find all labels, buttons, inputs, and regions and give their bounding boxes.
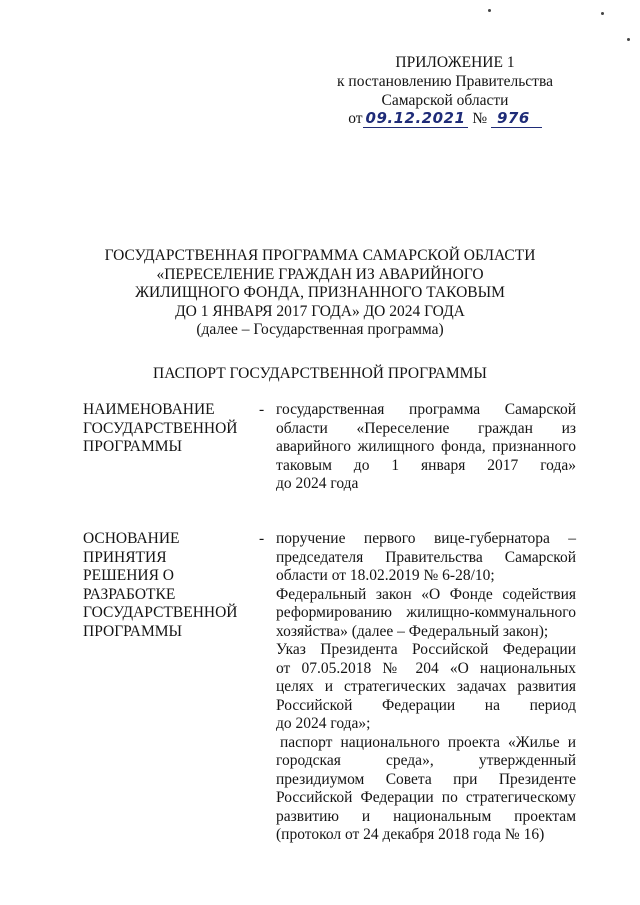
title-line: (далее – Государственная программа) xyxy=(196,321,444,338)
title-line: ГОСУДАРСТВЕННАЯ ПРОГРАММА САМАРСКОЙ ОБЛАСТИ xyxy=(104,247,536,264)
value-line: поручение первого вице-губернатора – xyxy=(276,530,576,547)
row-label xyxy=(83,530,253,641)
value-line: паспорт национального проекта «Жилье и xyxy=(280,733,576,751)
passport-heading: ПАСПОРТ ГОСУДАРСТВЕННОЙ ПРОГРАММЫ xyxy=(153,365,487,382)
value-line: председателя Правительства Самарской xyxy=(276,548,576,566)
handwritten-number: 976 xyxy=(491,109,542,128)
value-line: аварийного жилищного фонда, признанного xyxy=(276,438,576,455)
value-line: Указ Президента Российской Федерации xyxy=(276,641,576,658)
value-line: развитию и национальным проектам xyxy=(276,807,576,825)
value-line: реформированию жилищно-коммунального xyxy=(276,604,576,621)
row-dash: - xyxy=(259,530,265,547)
value-line: (протокол от 24 декабря 2018 года № 16) xyxy=(276,826,545,843)
row-value xyxy=(276,530,576,845)
appendix-resolution-line: к постановлению Правительства xyxy=(337,73,553,90)
row-dash: - xyxy=(259,401,265,418)
value-line: таковым до 1 января 2017 года» xyxy=(276,456,576,474)
title-line: «ПЕРЕСЕЛЕНИЕ ГРАЖДАН ИЗ АВАРИЙНОГО xyxy=(156,265,484,283)
label-line: РАЗРАБОТКЕ xyxy=(83,585,176,603)
handwritten-date: 09.12.2021 xyxy=(363,109,469,128)
label-line: ОСНОВАНИЕ xyxy=(83,530,180,547)
title-line: ДО 1 ЯНВАРЯ 2017 ГОДА» ДО 2024 ГОДА xyxy=(175,302,465,320)
value-line: Российской Федерации по стратегическому xyxy=(276,789,576,806)
label-line: ПРОГРАММЫ xyxy=(83,438,183,455)
scan-speck xyxy=(601,12,604,15)
label-line: ПРИНЯТИЯ xyxy=(83,548,167,566)
value-line: президиумом Совета при Президенте xyxy=(276,770,576,788)
value-line: от 07.05.2018 № 204 «О национальных xyxy=(276,659,576,677)
value-line: до 2024 года»; xyxy=(276,715,371,732)
date-prefix: от xyxy=(348,110,363,127)
row-value xyxy=(276,401,576,494)
row-label xyxy=(83,401,253,457)
value-line: области от 18.02.2019 № 6-28/10; xyxy=(276,567,495,584)
value-line: Федеральный закон «О Фонде содействия xyxy=(276,585,576,603)
label-line: ПРОГРАММЫ xyxy=(83,622,183,640)
number-prefix: № xyxy=(472,110,488,127)
value-line: области «Переселение граждан из xyxy=(276,419,576,437)
value-line: хозяйства» (далее – Федеральный закон); xyxy=(276,622,549,640)
appendix-region-line: Самарской области xyxy=(381,92,509,109)
scan-speck xyxy=(488,9,491,12)
label-line: НАИМЕНОВАНИЕ xyxy=(83,401,215,418)
value-line: государственная программа Самарской xyxy=(276,401,576,418)
value-line: городская среда», утвержденный xyxy=(276,752,576,769)
scan-speck xyxy=(627,38,630,41)
label-line: РЕШЕНИЯ О xyxy=(83,567,174,584)
label-line: ГОСУДАРСТВЕННОЙ xyxy=(83,419,238,437)
appendix-number: ПРИЛОЖЕНИЕ 1 xyxy=(395,54,515,71)
label-line: ГОСУДАРСТВЕННОЙ xyxy=(83,604,238,621)
program-title xyxy=(80,247,560,340)
value-line: Российской Федерации на период xyxy=(276,696,576,714)
value-line: целях и стратегических задачах развития xyxy=(276,678,576,695)
title-line: ЖИЛИЩНОГО ФОНДА, ПРИЗНАННОГО ТАКОВЫМ xyxy=(135,284,505,301)
appendix-header xyxy=(300,53,590,129)
value-line: до 2024 года xyxy=(276,475,359,492)
appendix-date-line xyxy=(300,109,590,128)
